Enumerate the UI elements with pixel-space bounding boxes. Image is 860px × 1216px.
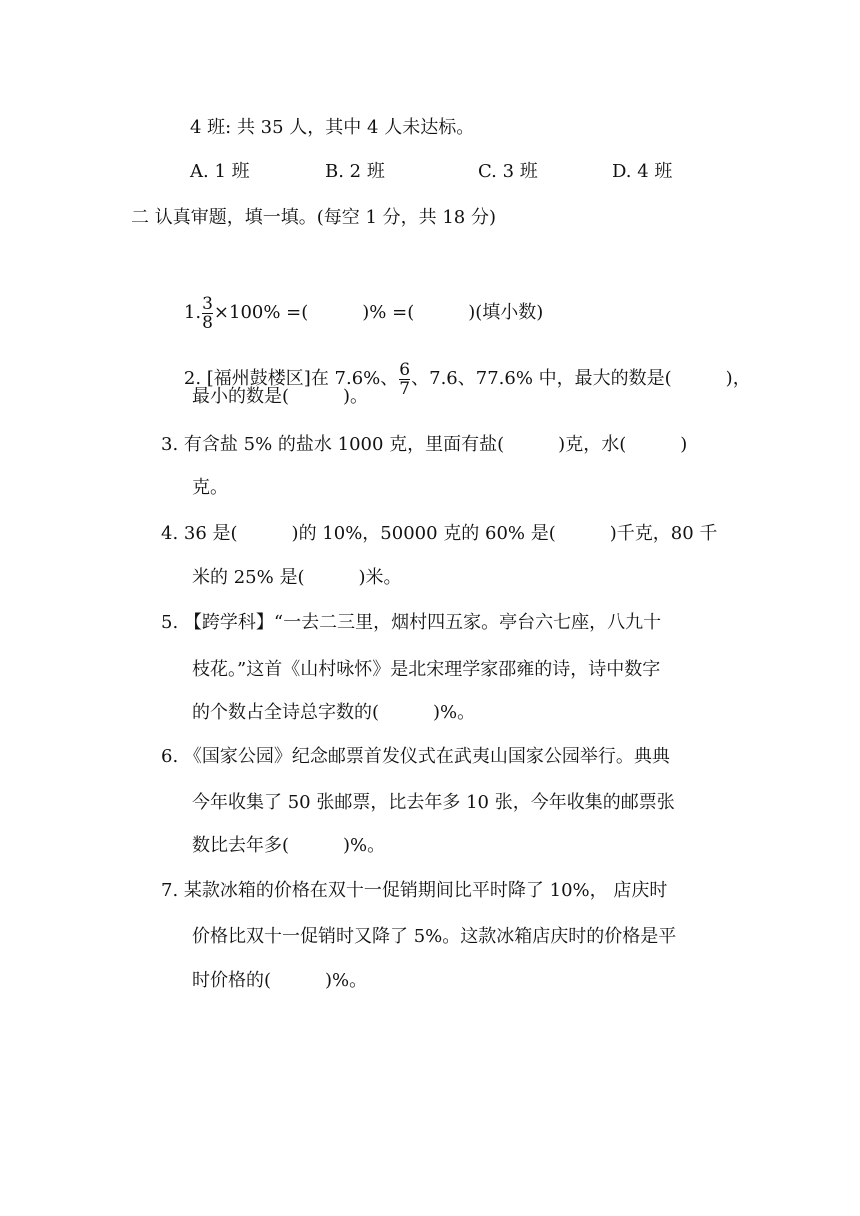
q2-numerator: 6 — [399, 359, 411, 380]
question-4-line2: 米的 25% 是( )米。 — [192, 567, 402, 588]
option-c: C. 3 班 — [478, 161, 538, 182]
question-7-line3: 时价格的( )%。 — [192, 970, 368, 991]
q1-denominator: 8 — [202, 312, 213, 333]
option-b: B. 2 班 — [325, 161, 385, 182]
q2-fraction — [399, 361, 410, 398]
question-7-line1: 7. 某款冰箱的价格在双十一促销期间比平时降了 10%， 店庆时 — [161, 880, 668, 901]
question-6-line3: 数比去年多( )%。 — [192, 835, 386, 856]
section-heading: 二 认真审题，填一填。(每空 1 分，共 18 分) — [131, 207, 497, 228]
q2-denominator: 7 — [399, 378, 411, 399]
question-4-line1: 4. 36 是( )的 10%，50000 克的 60% 是( )千克，80 千 — [161, 523, 718, 544]
q1-number: 1. — [183, 302, 202, 323]
question-6-line1: 6. 《国家公园》纪念邮票首发仪式在武夷山国家公园举行。典典 — [161, 746, 670, 767]
option-d: D. 4 班 — [612, 161, 673, 182]
q2-text-b: 、7.6、77.6% 中，最大的数是( )， — [411, 368, 751, 389]
question-5-line1: 5. 【跨学科】“一去二三里，烟村四五家。亭台六七座，八九十 — [161, 612, 662, 633]
q1-numerator: 3 — [202, 293, 213, 314]
question-3-line2: 克。 — [192, 477, 228, 498]
question-6-line2: 今年收集了 50 张邮票，比去年多 10 张，今年收集的邮票张 — [192, 792, 675, 813]
class4-statement: 4 班: 共 35 人，其中 4 人未达标。 — [190, 117, 475, 138]
question-2 — [161, 322, 751, 436]
question-5-line2: 枝花。”这首《山村咏怀》是北宋理学家邵雍的诗，诗中数字 — [192, 659, 661, 680]
q2-text-a: 2. [福州鼓楼区]在 7.6%、 — [183, 368, 399, 389]
q1-text: ×100% =( )% =( )(填小数) — [213, 302, 544, 323]
question-5-line3: 的个数占全诗总字数的( )%。 — [192, 702, 476, 723]
question-3-line1: 3. 有含盐 5% 的盐水 1000 克，里面有盐( )克，水( ) — [161, 434, 688, 455]
option-a: A. 1 班 — [190, 161, 250, 182]
question-2-line2: 最小的数是( )。 — [192, 386, 369, 407]
question-7-line2: 价格比双十一促销时又降了 5%。这款冰箱店庆时的价格是平 — [192, 926, 677, 947]
